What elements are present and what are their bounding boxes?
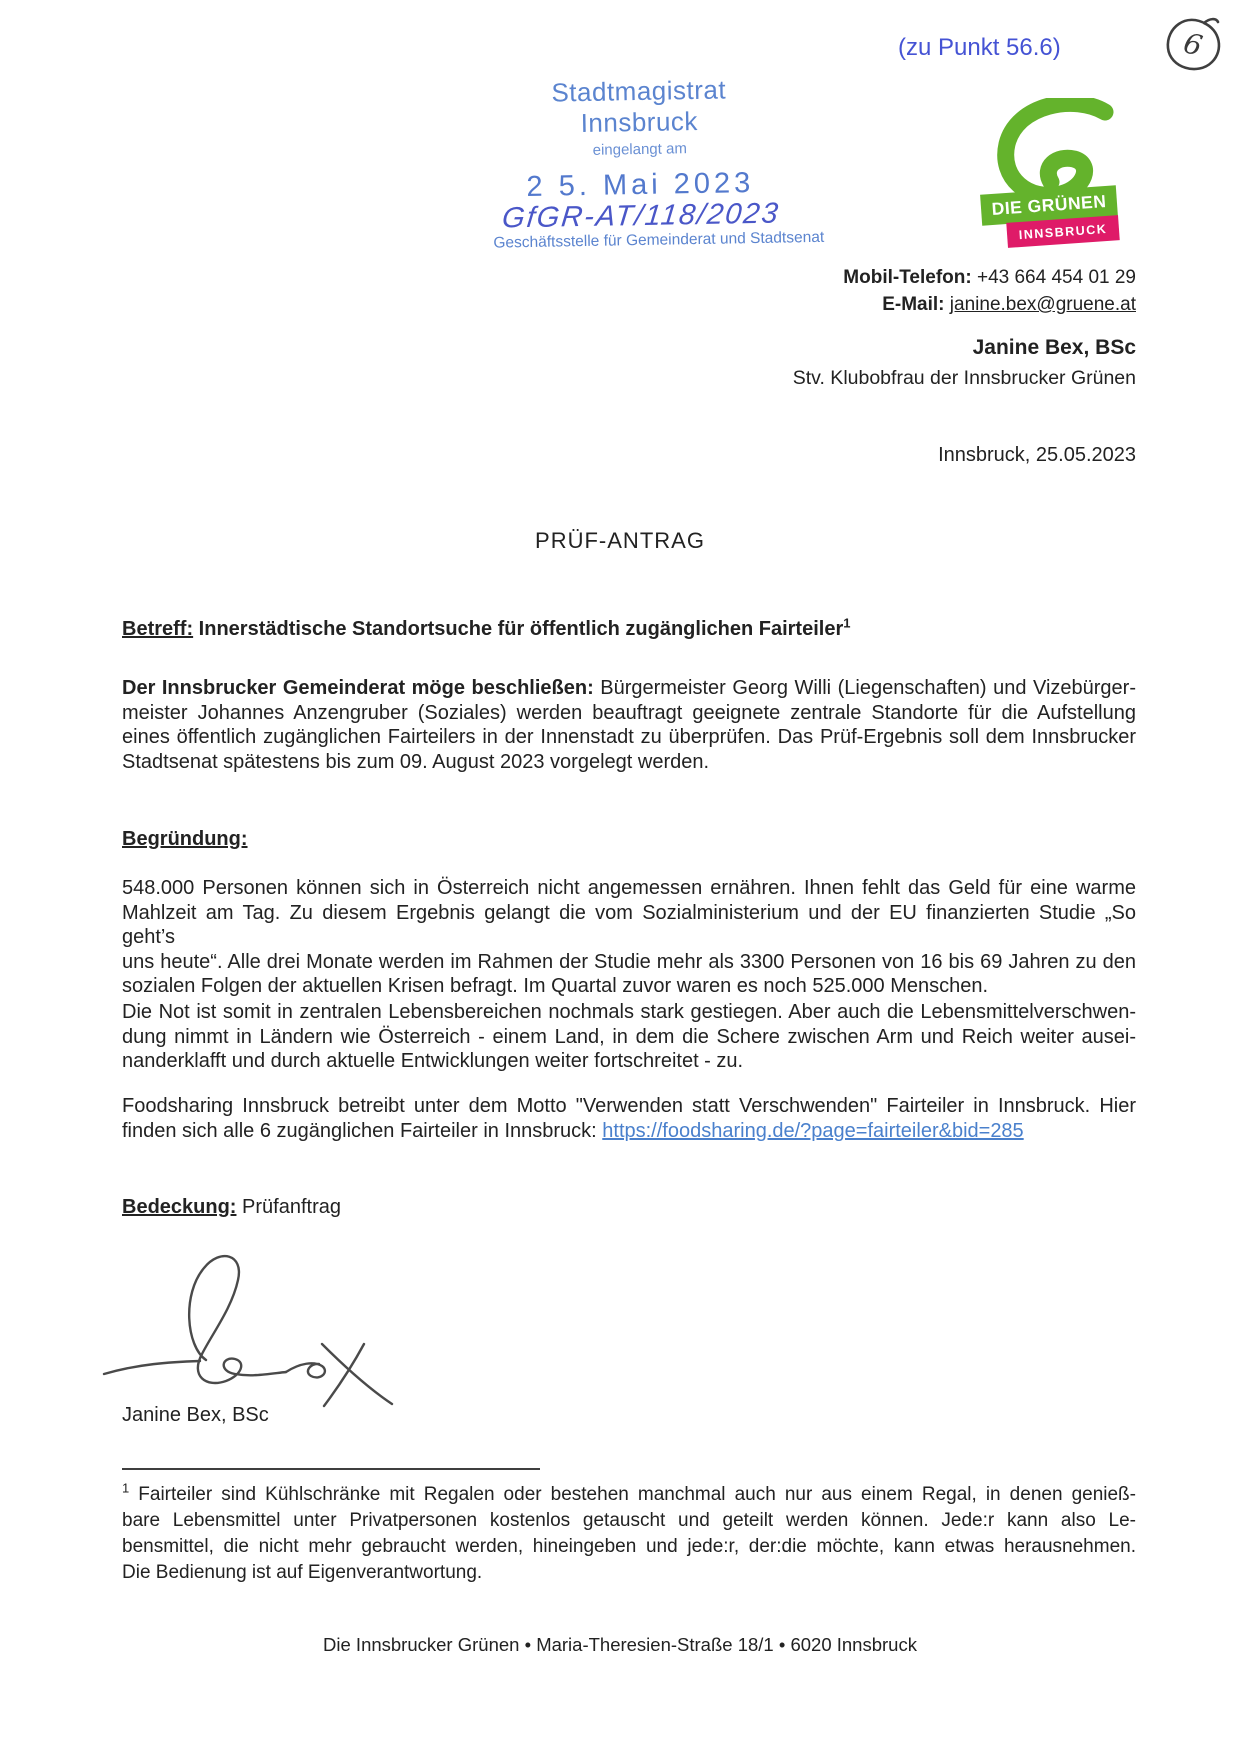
stamp-date: 2 5. Mai 2023 <box>526 167 755 203</box>
handwritten-page-number <box>1158 12 1230 82</box>
paragraph-line: Foodsharing Innsbruck betreibt unter dem Motto "Verwenden statt Verschwenden" Fairteiler in Innsbruck. Hier <box>122 1095 1136 1117</box>
paragraph-line: Mahlzeit am Tag. Zu diesem Ergebnis gelangt die vom Sozialministerium und der EU finanzierten Studie „So geht’s <box>122 901 1136 948</box>
foodsharing-link[interactable]: https://foodsharing.de/?page=fairteiler&bid=285 <box>602 1119 1024 1142</box>
paragraph-line <box>122 1119 1136 1144</box>
handwritten-number: 6 <box>1180 26 1206 63</box>
signatory-name: Janine Bex, BSc <box>122 1404 269 1426</box>
paragraph-line: meister Johannes Anzengruber (Soziales) werden beauftragt geeignete zentrale Standorte für die Aufstellung <box>122 701 1136 724</box>
logo-region-banner: INNSBRUCK <box>1006 215 1119 248</box>
email-label: E-Mail: <box>882 294 945 315</box>
contact-block <box>843 264 1136 318</box>
paragraph-line: eines öffentlich zugänglichen Fairteilers in der Innenstadt zu überprüfen. Das Prüf-Ergebnis soll dem Innsbrucker <box>122 726 1136 748</box>
phone-label: Mobil-Telefon: <box>843 267 972 288</box>
email-link[interactable]: janine.bex@gruene.at <box>949 294 1136 315</box>
paragraph-line: dung nimmt in Ländern wie Österreich - einem Land, in dem die Schere zwischen Arm und Reich weiter ausei- <box>122 1025 1136 1048</box>
footnote-reference: 1 <box>843 615 851 631</box>
signature-image <box>88 1234 428 1409</box>
sender-block <box>793 336 1136 390</box>
phone-value: +43 664 454 01 29 <box>971 267 1136 288</box>
page-footer: Die Innsbrucker Grünen • Maria-Theresien-Straße 18/1 • 6020 Innsbruck <box>323 1634 917 1655</box>
subject-line <box>122 615 1136 641</box>
coverage-line <box>122 1196 341 1219</box>
stamp-office: Geschäftsstelle für Gemeinderat und Stadtsenat <box>493 228 825 252</box>
stamp-file-number: GfGR-AT/118/2023 <box>500 197 782 235</box>
footnote-marker: 1 <box>122 1480 130 1496</box>
phone-row <box>843 264 1136 291</box>
document-title: PRÜF-ANTRAG <box>535 528 705 553</box>
footnote-line <box>122 1482 1136 1508</box>
stamp-authority: Stadtmagistrat Innsbruck <box>551 74 727 139</box>
motion-lead: Der Innsbrucker Gemeinderat möge beschließen: <box>122 677 594 699</box>
subject-label: Betreff: <box>122 618 194 640</box>
gruene-logo <box>981 104 1125 254</box>
footnote-text: Fairteiler sind Kühlschränke mit Regalen oder bestehen manchmal auch nur aus einem Regal, in denen genieß- <box>129 1484 1136 1505</box>
footnote-line: Die Bedienung ist auf Eigenverantwortung. <box>122 1562 483 1583</box>
paragraph-line: uns heute“. Alle drei Monate werden im Rahmen der Studie mehr als 3300 Personen von 16 bis 69 Jahren zu den <box>122 950 1136 973</box>
motion-line1-rest: Bürgermeister Georg Willi (Liegenschaften) und Vizebürger- <box>593 677 1136 699</box>
sender-name: Janine Bex, BSc <box>972 336 1136 359</box>
footnote-separator <box>122 1468 540 1470</box>
paragraph-line: 548.000 Personen können sich in Österreich nicht angemessen ernähren. Ihnen fehlt das Geld für eine warme <box>122 877 1136 899</box>
coverage-value: Prüfanftrag <box>236 1196 341 1218</box>
justification-paragraph-3 <box>122 1094 1136 1143</box>
footnote-line: bensmittel, die nicht mehr gebraucht werden, hineingeben und jede:r, der:die möchte, kann etwas herausnehmen. <box>122 1536 1136 1557</box>
justification-paragraph-1 <box>122 876 1136 999</box>
paragraph-line: nanderklafft und durch aktuelle Entwicklungen weiter fortschreitet - zu. <box>122 1050 744 1072</box>
foodsharing-text: finden sich alle 6 zugänglichen Fairteiler in Innsbruck: <box>122 1119 603 1142</box>
paragraph-line: Die Not ist somit in zentralen Lebensbereichen nochmals stark gestiegen. Aber auch die Lebensmittelverschwen- <box>122 1001 1136 1023</box>
email-row <box>843 291 1136 318</box>
motion-paragraph <box>122 676 1136 774</box>
sender-role: Stv. Klubobfrau der Innsbrucker Grünen <box>792 367 1136 389</box>
coverage-label: Bedeckung: <box>122 1196 237 1218</box>
paragraph-line: Stadtsenat spätestens bis zum 09. August 2023 vorgelegt werden. <box>122 750 710 773</box>
justification-heading-text: Begründung: <box>122 828 248 850</box>
paragraph-line: sozialen Folgen der aktuellen Krisen befragt. Im Quartal zuvor waren es noch 525.000 Menschen. <box>122 975 989 997</box>
receipt-stamp <box>491 73 825 252</box>
stamp-received-label: eingelangt am <box>592 140 688 159</box>
subject-text: Innerstädtische Standortsuche für öffentlich zugänglichen Fairteiler <box>193 618 844 640</box>
footnote-block <box>122 1482 1136 1586</box>
paragraph-line <box>122 676 1136 701</box>
place-date-line: Innsbruck, 25.05.2023 <box>938 444 1136 466</box>
footnote-line: bare Lebensmittel unter Privatpersonen kostenlos getauscht und geteilt werden können. Jede:r kann also Le- <box>122 1510 1136 1531</box>
agenda-point-note: (zu Punkt 56.6) <box>898 34 1061 61</box>
justification-paragraph-2 <box>122 1000 1136 1074</box>
signature-scribble-icon <box>88 1234 428 1409</box>
justification-heading <box>122 828 248 851</box>
logo-party-banner: DIE GRÜNEN <box>980 185 1118 225</box>
